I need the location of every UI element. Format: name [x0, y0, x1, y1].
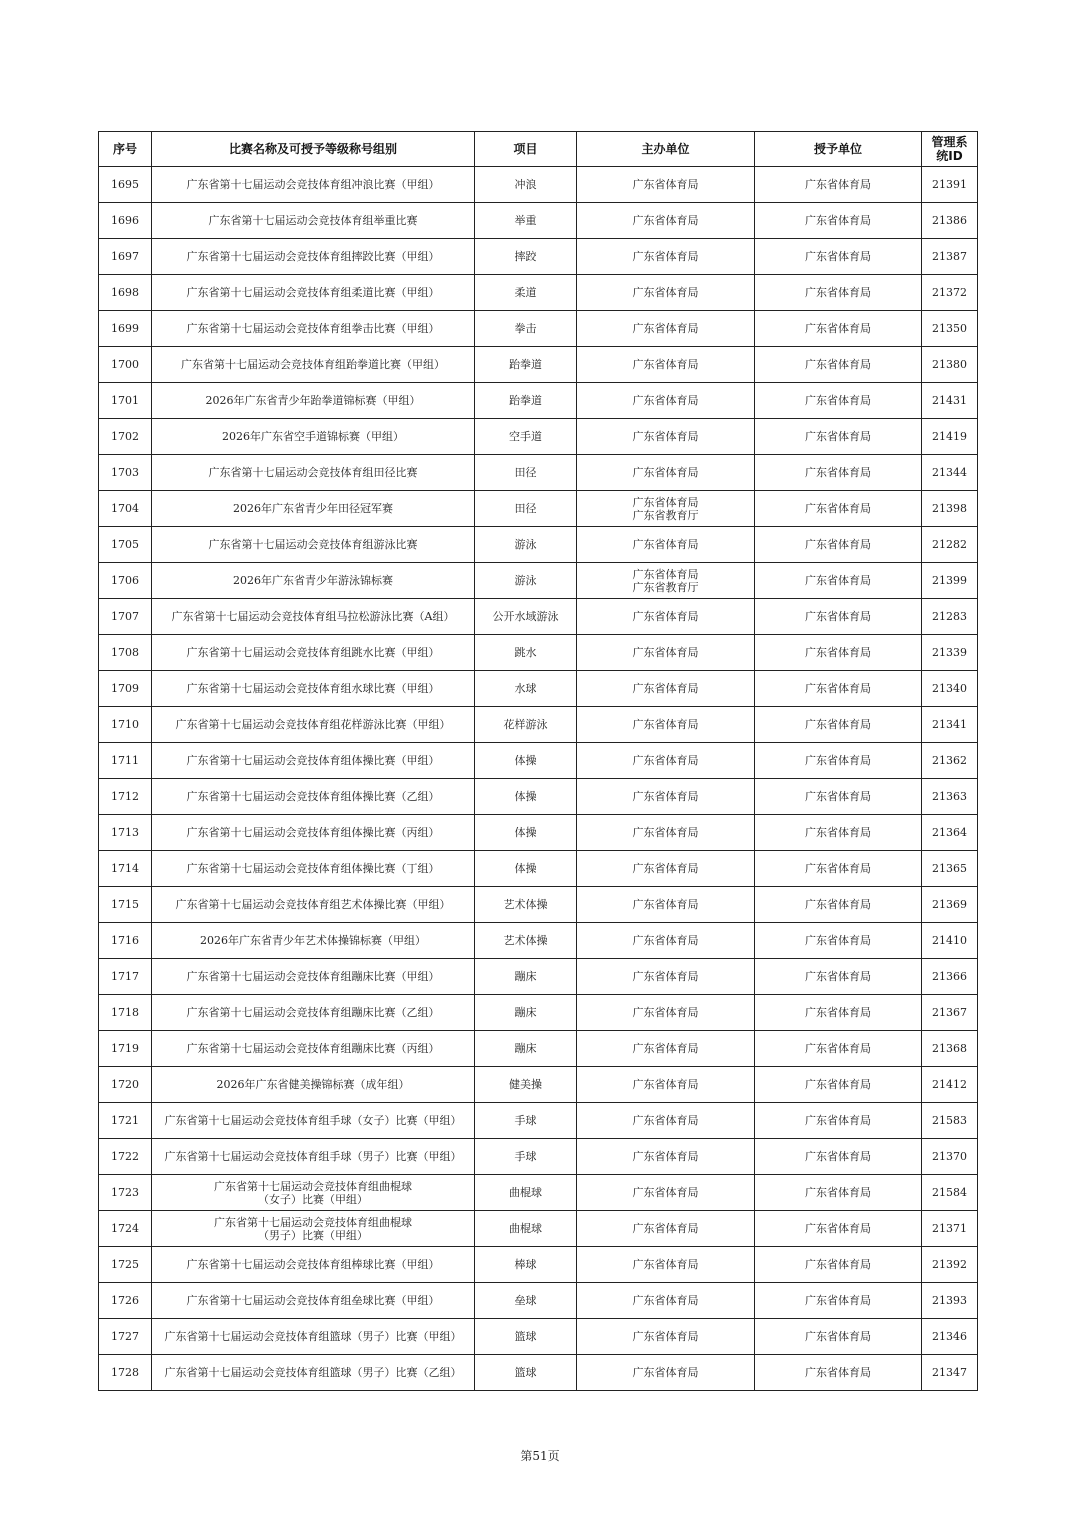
cell-grantor: 广东省体育局 — [755, 959, 922, 995]
cell-system-id: 21399 — [922, 563, 978, 599]
cell-grantor: 广东省体育局 — [755, 671, 922, 707]
cell-serial: 1698 — [99, 275, 152, 311]
cell-system-id: 21391 — [922, 167, 978, 203]
cell-grantor: 广东省体育局 — [755, 599, 922, 635]
cell-serial: 1701 — [99, 383, 152, 419]
table-row — [99, 779, 978, 815]
cell-host: 广东省体育局 — [577, 1067, 755, 1103]
table-row — [99, 1031, 978, 1067]
cell-event: 垒球 — [475, 1283, 577, 1319]
cell-serial: 1696 — [99, 203, 152, 239]
cell-event: 艺术体操 — [475, 923, 577, 959]
cell-system-id: 21368 — [922, 1031, 978, 1067]
cell-system-id: 21365 — [922, 851, 978, 887]
header-serial: 序号 — [99, 132, 152, 167]
cell-grantor: 广东省体育局 — [755, 923, 922, 959]
cell-serial: 1717 — [99, 959, 152, 995]
cell-competition-name: 广东省第十七届运动会竞技体育组跆拳道比赛（甲组） — [152, 347, 475, 383]
cell-competition-name: 广东省第十七届运动会竞技体育组垒球比赛（甲组） — [152, 1283, 475, 1319]
cell-host: 广东省体育局 — [577, 1319, 755, 1355]
cell-system-id: 21584 — [922, 1175, 978, 1211]
cell-competition-name: 广东省第十七届运动会竞技体育组马拉松游泳比赛（A组） — [152, 599, 475, 635]
table-row — [99, 275, 978, 311]
cell-serial: 1716 — [99, 923, 152, 959]
cell-event: 田径 — [475, 455, 577, 491]
table-row — [99, 1139, 978, 1175]
cell-serial: 1697 — [99, 239, 152, 275]
table-row — [99, 995, 978, 1031]
cell-host: 广东省体育局 — [577, 707, 755, 743]
cell-serial: 1713 — [99, 815, 152, 851]
cell-grantor: 广东省体育局 — [755, 779, 922, 815]
cell-grantor: 广东省体育局 — [755, 275, 922, 311]
cell-competition-name: 广东省第十七届运动会竞技体育组柔道比赛（甲组） — [152, 275, 475, 311]
cell-system-id: 21367 — [922, 995, 978, 1031]
table-row — [99, 1247, 978, 1283]
cell-serial: 1723 — [99, 1175, 152, 1211]
cell-competition-name: 广东省第十七届运动会竞技体育组游泳比赛 — [152, 527, 475, 563]
cell-system-id: 21370 — [922, 1139, 978, 1175]
cell-serial: 1724 — [99, 1211, 152, 1247]
cell-serial: 1718 — [99, 995, 152, 1031]
table-row — [99, 635, 978, 671]
cell-event: 手球 — [475, 1139, 577, 1175]
cell-serial: 1715 — [99, 887, 152, 923]
cell-serial: 1707 — [99, 599, 152, 635]
cell-event: 体操 — [475, 743, 577, 779]
cell-host: 广东省体育局 — [577, 455, 755, 491]
cell-serial: 1725 — [99, 1247, 152, 1283]
cell-system-id: 21346 — [922, 1319, 978, 1355]
cell-host: 广东省体育局 广东省教育厅 — [577, 491, 755, 527]
cell-host: 广东省体育局 — [577, 1031, 755, 1067]
table-row — [99, 167, 978, 203]
page-number: 第51页 — [520, 1449, 560, 1463]
cell-grantor: 广东省体育局 — [755, 815, 922, 851]
cell-system-id: 21380 — [922, 347, 978, 383]
table-row — [99, 383, 978, 419]
cell-host: 广东省体育局 — [577, 167, 755, 203]
table-row — [99, 1211, 978, 1247]
cell-serial: 1711 — [99, 743, 152, 779]
cell-competition-name: 广东省第十七届运动会竞技体育组拳击比赛（甲组） — [152, 311, 475, 347]
table-row — [99, 851, 978, 887]
cell-event: 举重 — [475, 203, 577, 239]
cell-host: 广东省体育局 — [577, 1283, 755, 1319]
header-system-id: 管理系统ID — [922, 132, 978, 167]
table-row — [99, 311, 978, 347]
cell-competition-name: 2026年广东省青少年跆拳道锦标赛（甲组） — [152, 383, 475, 419]
cell-competition-name: 广东省第十七届运动会竞技体育组体操比赛（乙组） — [152, 779, 475, 815]
cell-grantor: 广东省体育局 — [755, 563, 922, 599]
cell-grantor: 广东省体育局 — [755, 1319, 922, 1355]
cell-serial: 1712 — [99, 779, 152, 815]
cell-competition-name: 2026年广东省空手道锦标赛（甲组） — [152, 419, 475, 455]
cell-system-id: 21412 — [922, 1067, 978, 1103]
cell-host: 广东省体育局 — [577, 635, 755, 671]
cell-serial: 1705 — [99, 527, 152, 563]
table-row — [99, 959, 978, 995]
cell-system-id: 21431 — [922, 383, 978, 419]
cell-event: 游泳 — [475, 527, 577, 563]
table-row — [99, 491, 978, 527]
cell-serial: 1714 — [99, 851, 152, 887]
cell-system-id: 21347 — [922, 1355, 978, 1391]
cell-grantor: 广东省体育局 — [755, 707, 922, 743]
cell-system-id: 21410 — [922, 923, 978, 959]
cell-event: 曲棍球 — [475, 1175, 577, 1211]
cell-grantor: 广东省体育局 — [755, 419, 922, 455]
table-row — [99, 887, 978, 923]
cell-serial: 1699 — [99, 311, 152, 347]
cell-event: 体操 — [475, 851, 577, 887]
cell-competition-name: 广东省第十七届运动会竞技体育组篮球（男子）比赛（乙组） — [152, 1355, 475, 1391]
cell-system-id: 21387 — [922, 239, 978, 275]
cell-grantor: 广东省体育局 — [755, 491, 922, 527]
cell-system-id: 21344 — [922, 455, 978, 491]
table-row — [99, 455, 978, 491]
cell-competition-name: 广东省第十七届运动会竞技体育组蹦床比赛（甲组） — [152, 959, 475, 995]
table-row — [99, 599, 978, 635]
cell-serial: 1727 — [99, 1319, 152, 1355]
cell-serial: 1700 — [99, 347, 152, 383]
cell-grantor: 广东省体育局 — [755, 635, 922, 671]
cell-event: 艺术体操 — [475, 887, 577, 923]
table-row — [99, 527, 978, 563]
cell-event: 篮球 — [475, 1319, 577, 1355]
cell-event: 水球 — [475, 671, 577, 707]
cell-event: 跳水 — [475, 635, 577, 671]
cell-grantor: 广东省体育局 — [755, 527, 922, 563]
cell-serial: 1702 — [99, 419, 152, 455]
cell-system-id: 21340 — [922, 671, 978, 707]
cell-competition-name: 广东省第十七届运动会竞技体育组水球比赛（甲组） — [152, 671, 475, 707]
cell-system-id: 21583 — [922, 1103, 978, 1139]
cell-grantor: 广东省体育局 — [755, 743, 922, 779]
cell-competition-name: 广东省第十七届运动会竞技体育组跳水比赛（甲组） — [152, 635, 475, 671]
cell-host: 广东省体育局 — [577, 923, 755, 959]
table-row — [99, 347, 978, 383]
cell-competition-name: 广东省第十七届运动会竞技体育组手球（男子）比赛（甲组） — [152, 1139, 475, 1175]
cell-serial: 1695 — [99, 167, 152, 203]
cell-event: 跆拳道 — [475, 383, 577, 419]
cell-grantor: 广东省体育局 — [755, 167, 922, 203]
cell-grantor: 广东省体育局 — [755, 347, 922, 383]
cell-system-id: 21369 — [922, 887, 978, 923]
cell-system-id: 21371 — [922, 1211, 978, 1247]
cell-event: 棒球 — [475, 1247, 577, 1283]
cell-system-id: 21366 — [922, 959, 978, 995]
cell-grantor: 广东省体育局 — [755, 851, 922, 887]
cell-host: 广东省体育局 — [577, 743, 755, 779]
cell-serial: 1721 — [99, 1103, 152, 1139]
cell-host: 广东省体育局 — [577, 383, 755, 419]
cell-event: 冲浪 — [475, 167, 577, 203]
cell-grantor: 广东省体育局 — [755, 1067, 922, 1103]
table-row — [99, 743, 978, 779]
cell-grantor: 广东省体育局 — [755, 203, 922, 239]
table-row — [99, 923, 978, 959]
cell-competition-name: 广东省第十七届运动会竞技体育组体操比赛（丁组） — [152, 851, 475, 887]
cell-event: 公开水域游泳 — [475, 599, 577, 635]
table-row — [99, 1067, 978, 1103]
cell-host: 广东省体育局 — [577, 1355, 755, 1391]
competition-table — [98, 131, 978, 1391]
cell-competition-name: 2026年广东省健美操锦标赛（成年组） — [152, 1067, 475, 1103]
table-row — [99, 1103, 978, 1139]
cell-host: 广东省体育局 — [577, 995, 755, 1031]
cell-system-id: 21339 — [922, 635, 978, 671]
table-row — [99, 419, 978, 455]
cell-system-id: 21283 — [922, 599, 978, 635]
cell-host: 广东省体育局 — [577, 599, 755, 635]
cell-event: 跆拳道 — [475, 347, 577, 383]
header-grantor: 授予单位 — [755, 132, 922, 167]
cell-serial: 1710 — [99, 707, 152, 743]
cell-grantor: 广东省体育局 — [755, 1247, 922, 1283]
cell-competition-name: 广东省第十七届运动会竞技体育组棒球比赛（甲组） — [152, 1247, 475, 1283]
cell-competition-name: 广东省第十七届运动会竞技体育组举重比赛 — [152, 203, 475, 239]
cell-system-id: 21419 — [922, 419, 978, 455]
cell-serial: 1728 — [99, 1355, 152, 1391]
header-host: 主办单位 — [577, 132, 755, 167]
cell-grantor: 广东省体育局 — [755, 1175, 922, 1211]
cell-host: 广东省体育局 — [577, 203, 755, 239]
cell-system-id: 21364 — [922, 815, 978, 851]
table-row — [99, 707, 978, 743]
cell-host: 广东省体育局 — [577, 275, 755, 311]
cell-serial: 1719 — [99, 1031, 152, 1067]
cell-system-id: 21392 — [922, 1247, 978, 1283]
cell-event: 蹦床 — [475, 959, 577, 995]
cell-serial: 1706 — [99, 563, 152, 599]
cell-grantor: 广东省体育局 — [755, 1211, 922, 1247]
table-row — [99, 815, 978, 851]
cell-competition-name: 2026年广东省青少年游泳锦标赛 — [152, 563, 475, 599]
cell-host: 广东省体育局 — [577, 239, 755, 275]
cell-competition-name: 广东省第十七届运动会竞技体育组花样游泳比赛（甲组） — [152, 707, 475, 743]
cell-competition-name: 广东省第十七届运动会竞技体育组曲棍球 （女子）比赛（甲组） — [152, 1175, 475, 1211]
cell-competition-name: 广东省第十七届运动会竞技体育组冲浪比赛（甲组） — [152, 167, 475, 203]
cell-event: 空手道 — [475, 419, 577, 455]
cell-grantor: 广东省体育局 — [755, 383, 922, 419]
cell-host: 广东省体育局 — [577, 347, 755, 383]
cell-competition-name: 广东省第十七届运动会竞技体育组艺术体操比赛（甲组） — [152, 887, 475, 923]
cell-event: 健美操 — [475, 1067, 577, 1103]
cell-serial: 1726 — [99, 1283, 152, 1319]
table-row — [99, 1283, 978, 1319]
cell-competition-name: 广东省第十七届运动会竞技体育组曲棍球 （男子）比赛（甲组） — [152, 1211, 475, 1247]
cell-grantor: 广东省体育局 — [755, 995, 922, 1031]
cell-system-id: 21350 — [922, 311, 978, 347]
cell-system-id: 21372 — [922, 275, 978, 311]
cell-system-id: 21386 — [922, 203, 978, 239]
cell-competition-name: 广东省第十七届运动会竞技体育组蹦床比赛（乙组） — [152, 995, 475, 1031]
cell-competition-name: 2026年广东省青少年艺术体操锦标赛（甲组） — [152, 923, 475, 959]
cell-competition-name: 2026年广东省青少年田径冠军赛 — [152, 491, 475, 527]
cell-grantor: 广东省体育局 — [755, 1031, 922, 1067]
cell-event: 手球 — [475, 1103, 577, 1139]
cell-serial: 1722 — [99, 1139, 152, 1175]
cell-serial: 1709 — [99, 671, 152, 707]
cell-event: 体操 — [475, 815, 577, 851]
cell-competition-name: 广东省第十七届运动会竞技体育组摔跤比赛（甲组） — [152, 239, 475, 275]
cell-host: 广东省体育局 广东省教育厅 — [577, 563, 755, 599]
cell-host: 广东省体育局 — [577, 419, 755, 455]
cell-grantor: 广东省体育局 — [755, 311, 922, 347]
header-competition-name: 比赛名称及可授予等级称号组别 — [152, 132, 475, 167]
cell-event: 蹦床 — [475, 1031, 577, 1067]
cell-host: 广东省体育局 — [577, 1175, 755, 1211]
table-row — [99, 1355, 978, 1391]
cell-serial: 1703 — [99, 455, 152, 491]
cell-grantor: 广东省体育局 — [755, 239, 922, 275]
cell-host: 广东省体育局 — [577, 1139, 755, 1175]
cell-event: 曲棍球 — [475, 1211, 577, 1247]
cell-system-id: 21363 — [922, 779, 978, 815]
cell-host: 广东省体育局 — [577, 1247, 755, 1283]
cell-grantor: 广东省体育局 — [755, 455, 922, 491]
cell-host: 广东省体育局 — [577, 527, 755, 563]
cell-grantor: 广东省体育局 — [755, 1139, 922, 1175]
cell-host: 广东省体育局 — [577, 311, 755, 347]
cell-system-id: 21282 — [922, 527, 978, 563]
cell-event: 蹦床 — [475, 995, 577, 1031]
table-row — [99, 239, 978, 275]
table-row — [99, 1319, 978, 1355]
cell-competition-name: 广东省第十七届运动会竞技体育组篮球（男子）比赛（甲组） — [152, 1319, 475, 1355]
cell-host: 广东省体育局 — [577, 1103, 755, 1139]
table-header-row — [99, 132, 978, 167]
table-row — [99, 671, 978, 707]
cell-system-id: 21398 — [922, 491, 978, 527]
cell-host: 广东省体育局 — [577, 671, 755, 707]
cell-event: 柔道 — [475, 275, 577, 311]
cell-grantor: 广东省体育局 — [755, 1103, 922, 1139]
cell-competition-name: 广东省第十七届运动会竞技体育组田径比赛 — [152, 455, 475, 491]
cell-event: 拳击 — [475, 311, 577, 347]
cell-host: 广东省体育局 — [577, 1211, 755, 1247]
table-row — [99, 563, 978, 599]
cell-host: 广东省体育局 — [577, 851, 755, 887]
table-row — [99, 1175, 978, 1211]
cell-host: 广东省体育局 — [577, 887, 755, 923]
cell-grantor: 广东省体育局 — [755, 887, 922, 923]
cell-serial: 1708 — [99, 635, 152, 671]
cell-grantor: 广东省体育局 — [755, 1355, 922, 1391]
cell-host: 广东省体育局 — [577, 815, 755, 851]
cell-host: 广东省体育局 — [577, 779, 755, 815]
cell-system-id: 21362 — [922, 743, 978, 779]
cell-event: 篮球 — [475, 1355, 577, 1391]
cell-system-id: 21341 — [922, 707, 978, 743]
cell-event: 花样游泳 — [475, 707, 577, 743]
cell-event: 体操 — [475, 779, 577, 815]
cell-event: 游泳 — [475, 563, 577, 599]
cell-grantor: 广东省体育局 — [755, 1283, 922, 1319]
cell-competition-name: 广东省第十七届运动会竞技体育组体操比赛（甲组） — [152, 743, 475, 779]
cell-competition-name: 广东省第十七届运动会竞技体育组体操比赛（丙组） — [152, 815, 475, 851]
cell-event: 田径 — [475, 491, 577, 527]
cell-competition-name: 广东省第十七届运动会竞技体育组蹦床比赛（丙组） — [152, 1031, 475, 1067]
cell-event: 摔跤 — [475, 239, 577, 275]
cell-serial: 1704 — [99, 491, 152, 527]
cell-competition-name: 广东省第十七届运动会竞技体育组手球（女子）比赛（甲组） — [152, 1103, 475, 1139]
cell-host: 广东省体育局 — [577, 959, 755, 995]
cell-serial: 1720 — [99, 1067, 152, 1103]
table-body — [99, 167, 978, 1391]
cell-system-id: 21393 — [922, 1283, 978, 1319]
table-row — [99, 203, 978, 239]
header-event: 项目 — [475, 132, 577, 167]
